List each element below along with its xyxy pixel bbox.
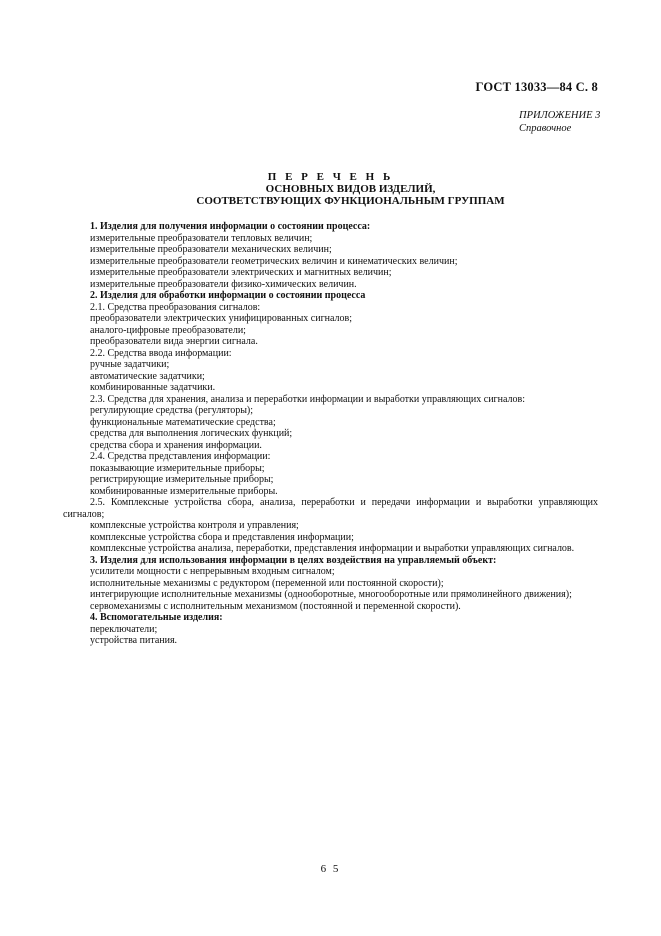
section-heading: 3. Изделия для использования информации в целях воздействия на управляемый объект: [90, 554, 497, 566]
list-item: комплексные устройства анализа, переработки, представления информации и выработки управляющих сигналов. [90, 543, 575, 554]
doc-reference: ГОСТ 13033—84 С. 8 [475, 80, 598, 94]
list-item: преобразователи вида энергии сигнала. [90, 336, 258, 347]
list-item: показывающие измерительные приборы; [90, 462, 265, 474]
subsection-heading: 2.3. Средства для хранения, анализа и переработки информации и выработки управляющих сигналов: [90, 393, 526, 405]
list-item: автоматические задатчики; [90, 370, 205, 382]
list-item: средства сбора и хранения информации. [90, 439, 262, 451]
list-item: ручные задатчики; [90, 359, 170, 370]
subsection-heading: 2.2. Средства ввода информации: [90, 347, 232, 359]
list-item: комплексные устройства контроля и управления; [90, 520, 299, 531]
section-heading: 1. Изделия для получения информации о состоянии процесса: [90, 221, 371, 232]
list-item: интегрирующие исполнительные механизмы (однооборотные, многооборотные или прямолинейного движения); [90, 589, 572, 600]
list-item: сервомеханизмы с исполнительным механизмом (постоянной и переменной скорости). [90, 600, 461, 612]
list-item: аналого-цифровые преобразователи; [90, 324, 246, 336]
list-item: устройства питания. [90, 635, 178, 646]
list-item: усилители мощности с непрерывным входным сигналом; [90, 566, 335, 577]
list-item: регистрирующие измерительные приборы; [90, 474, 274, 485]
list-item: комплексные устройства сбора и представления информации; [90, 531, 354, 543]
appendix-type: Справочное [519, 123, 572, 134]
page-number: 6 5 [320, 863, 341, 875]
subsection-heading: 2.5. Комплексные устройства сбора, анализа, переработки и передачи информации и выработки управляющих сигналов; [63, 497, 598, 520]
list-item: измерительные преобразователи электрических и магнитных величин; [90, 267, 392, 278]
subsection-heading: 2.1. Средства преобразования сигналов: [90, 301, 261, 313]
list-item: измерительные преобразователи геометрических величин и кинематических величин; [90, 255, 458, 267]
list-item: регулирующие средства (регуляторы); [90, 405, 254, 416]
section-heading: 4. Вспомогательные изделия: [90, 612, 223, 623]
list-item: исполнительные механизмы с редуктором (переменной или постоянной скорости); [90, 577, 444, 589]
list-item: преобразователи электрических унифицированных сигналов; [90, 313, 353, 324]
list-item: комбинированные измерительные приборы. [90, 485, 278, 497]
subsection-heading: 2.4. Средства представления информации: [90, 451, 271, 462]
list-item: средства для выполнения логических функций; [90, 428, 293, 439]
list-item: комбинированные задатчики. [90, 382, 216, 393]
title-line-1: П Е Р Е Ч Е Н Ь [267, 171, 394, 183]
document-body [63, 221, 598, 647]
list-item: измерительные преобразователи тепловых величин; [90, 232, 313, 244]
title-line-2: ОСНОВНЫХ ВИДОВ ИЗДЕЛИЙ, [265, 183, 436, 195]
title-line-3: СООТВЕТСТВУЮЩИХ ФУНКЦИОНАЛЬНЫМ ГРУППАМ [196, 195, 505, 207]
list-item: переключатели; [90, 623, 158, 635]
list-item: измерительные преобразователи механических величин; [90, 244, 332, 255]
section-heading: 2. Изделия для обработки информации о состоянии процесса [90, 290, 366, 301]
list-item: измерительные преобразователи физико-химических величин. [90, 278, 357, 290]
appendix-block [519, 109, 600, 135]
document-title [0, 171, 661, 207]
list-item: функциональные математические средства; [90, 416, 276, 428]
appendix-label: ПРИЛОЖЕНИЕ 3 [519, 110, 601, 121]
